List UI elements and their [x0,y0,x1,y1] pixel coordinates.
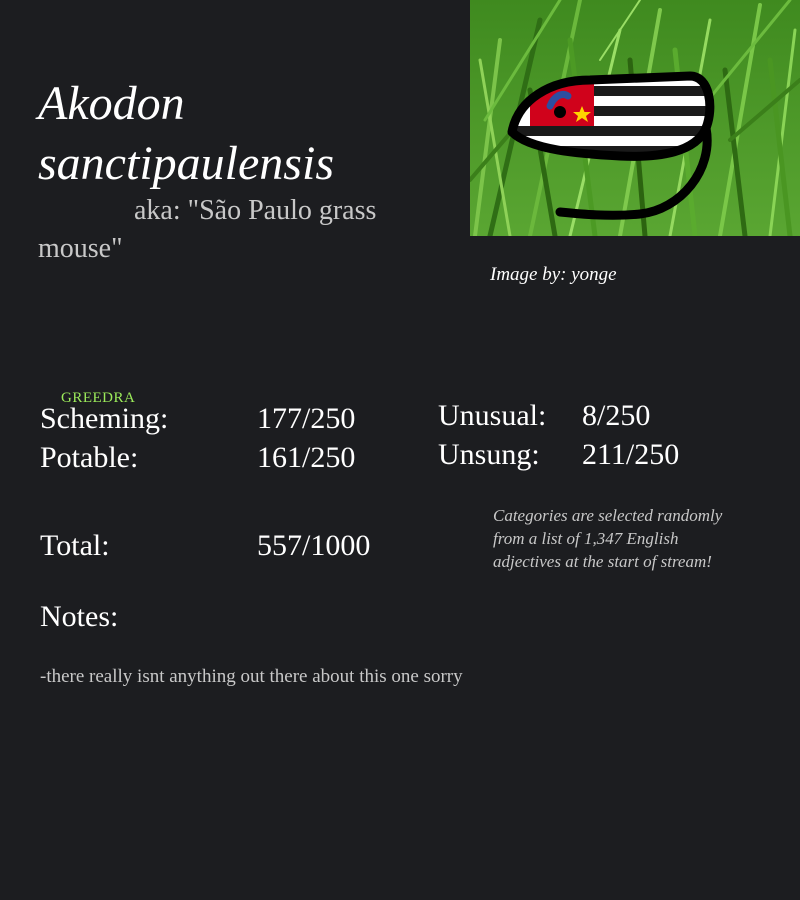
stat-label-unusual: Unusual: [438,399,547,432]
categories-note: Categories are selected randomly from a list of 1,347 English adjectives at the start of stream! [493,506,723,571]
common-name: aka: "São Paulo grass mouse" [38,195,377,264]
stat-label-scheming: Scheming: [40,402,169,435]
total-value: 557/1000 [257,529,371,562]
stat-value-scheming: 177/250 [257,402,356,435]
notes-heading: Notes: [40,600,119,633]
total-label: Total: [40,529,110,562]
stat-label-potable: Potable: [40,441,139,474]
species-image [470,0,800,236]
stat-label-unsung: Unsung: [438,438,540,471]
stat-value-potable: 161/250 [257,441,356,474]
species-name: Akodon sanctipaulensis [38,77,334,190]
category-tag: GREEDRA [61,390,136,406]
stat-value-unsung: 211/250 [582,438,680,471]
stat-value-unusual: 8/250 [582,399,651,432]
image-credit: Image by: yonge [490,264,617,285]
notes-text: -there really isnt anything out there about this one sorry [40,666,463,687]
